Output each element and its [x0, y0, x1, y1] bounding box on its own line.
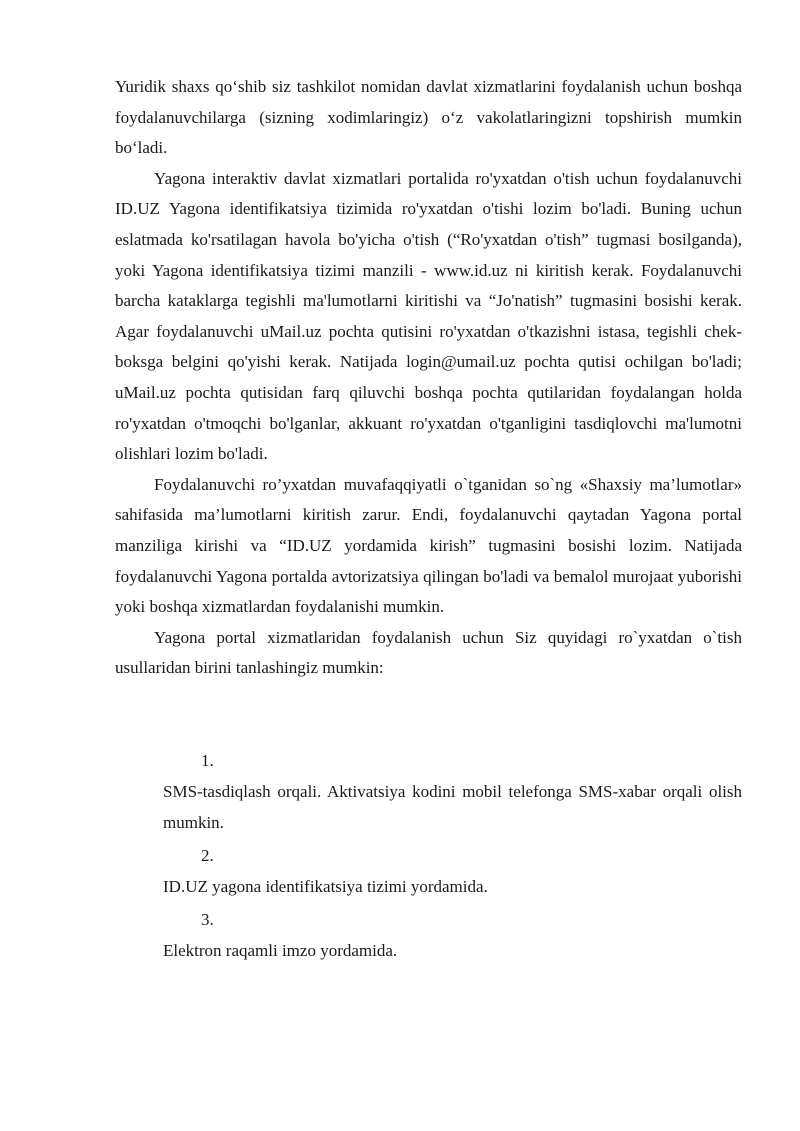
list-item [163, 904, 742, 966]
list-item-text: Elektron raqamli imzo yordamida. [163, 941, 398, 960]
paragraph-methods-intro: Yagona portal xizmatlaridan foydalanish uchun Siz quyidagi ro`yxatdan o`tish usullaridan birini tanlashingiz mumkin: [115, 627, 742, 678]
registration-methods-list [163, 745, 742, 968]
paragraph-legal-entity: Yuridik shaxs qo‘shib siz tashkilot nomidan davlat xizmatlarini foydalanish uchun boshqa foydalanuvchilarga (sizning xodimlaringiz) o‘z vakolatlaringizni topshirish mumkin bo‘ladi. [115, 77, 742, 158]
list-item-number: 2. [201, 846, 214, 865]
paragraph-registration: Yagona interaktiv davlat xizmatlari portalida ro'yxatdan o'tish uchun foydalanuvchi ID.UZ Yagona identifikatsiya tizimida ro'yxatdan o'tishi lozim bo'ladi. Buning uchun eslatmada ko'rsatilagan havola bo'yicha o'tish (“Ro'yxatdan o'tish” tugmasi bosilganda), yoki Yagona identifikatsiya tizimi manzili - www.id.uz ni kiritish kerak. Foydalanuvchi barcha kataklarga tegishli ma'lumotlarni kiritishi va “Jo'natish” tugmasini bosishi kerak. Agar foydalanuvchi uMail.uz pochta qutisini ro'yxatdan o'tkazishni istasa, tegishli chek-boksga belgini qo'yishi kerak. Natijada login@umail.uz pochta qutisi ochilgan bo'ladi; uMail.uz pochta qutisidan farq qiluvchi boshqa pochta qutilaridan foydalangan holda ro'yxatdan o'tmoqchi bo'lganlar, akkuant ro'yxatdan o'tganligini tasdiqlovchi ma'lumotni olishlari lozim bo'ladi. [115, 168, 742, 464]
list-item-number: 3. [201, 910, 214, 929]
list-item-number: 1. [201, 751, 214, 770]
list-item [163, 840, 742, 902]
paragraph-personal-data: Foydalanuvchi ro’yxatdan muvafaqqiyatli o`tganidan so`ng «Shaxsiy ma’lumotlar» sahifasida ma’lumotlarni kiritish zarur. Endi, foydalanuvchi qaytadan Yagona portal manziliga kirishi va “ID.UZ yordamida kirish” tugmasini bosishi lozim. Natijada foydalanuvchi Yagona portalda avtorizatsiya qilingan bo'ladi va bemalol murojaat yuborishi yoki boshqa xizmatlardan foydalanishi mumkin. [115, 474, 742, 617]
list-item-text: SMS-tasdiqlash orqali. Aktivatsiya kodini mobil telefonga SMS-xabar orqali olish mumkin. [163, 782, 742, 832]
list-item [163, 745, 742, 838]
body-text [115, 72, 742, 684]
list-item-text: ID.UZ yagona identifikatsiya tizimi yordamida. [163, 877, 488, 896]
